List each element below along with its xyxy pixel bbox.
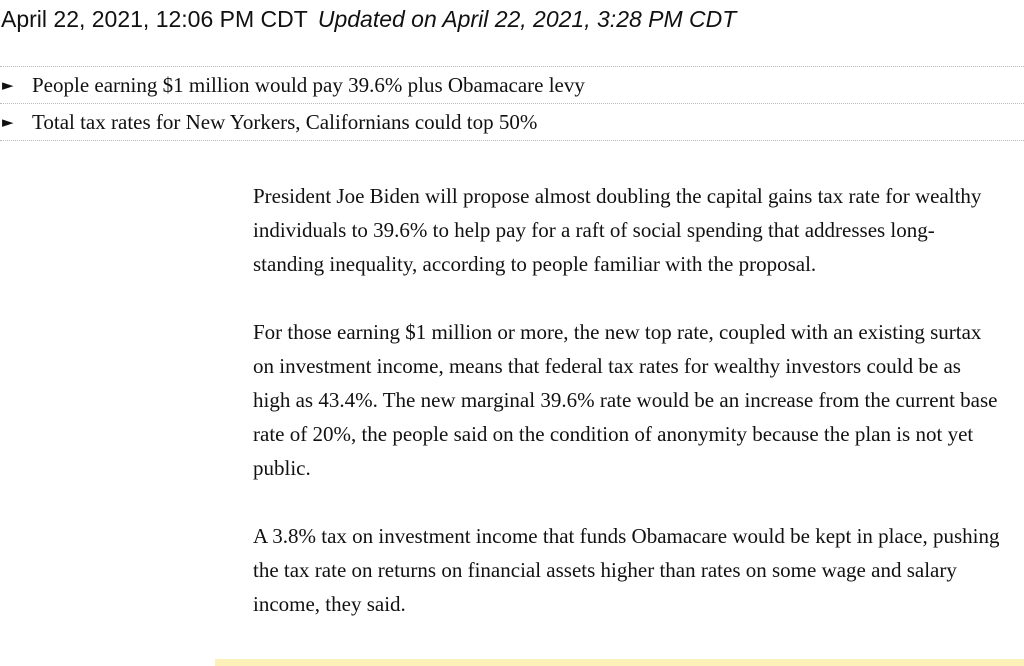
article-paragraph: For those earning $1 million or more, the new top rate, coupled with an existing surtax on investment income, means that federal tax rates for wealthy investors could be as high as 43.4%. The new marginal 39.6% rate would be an increase from the current base rate of 20%, the people said on the condition of anonymity because the plan is not yet public. [253, 320, 998, 480]
article-paragraph: President Joe Biden will propose almost doubling the capital gains tax rate for wealthy individuals to 39.6% to help pay for a raft of social spending that addresses long-standing inequality, according to people familiar with the proposal. [253, 184, 982, 276]
triangle-right-icon: ► [2, 113, 14, 131]
updated-timestamp: Updated on April 22, 2021, 3:28 PM CDT [317, 6, 737, 32]
key-point-text: Total tax rates for New Yorkers, Californians could top 50% [32, 110, 538, 134]
key-point-item [0, 66, 1024, 103]
key-point-item [0, 103, 1024, 141]
highlight-band [215, 659, 1024, 666]
dateline [1, 5, 736, 33]
article-paragraph: A 3.8% tax on investment income that funds Obamacare would be kept in place, pushing the tax rate on returns on financial assets higher than rates on some wage and salary income, they said. [253, 524, 1000, 616]
key-points-list [0, 66, 1024, 141]
key-point-text: People earning $1 million would pay 39.6% plus Obamacare levy [32, 73, 585, 97]
triangle-right-icon: ► [2, 76, 14, 94]
published-timestamp: April 22, 2021, 12:06 PM CDT [1, 6, 308, 32]
article-body [253, 179, 1003, 621]
